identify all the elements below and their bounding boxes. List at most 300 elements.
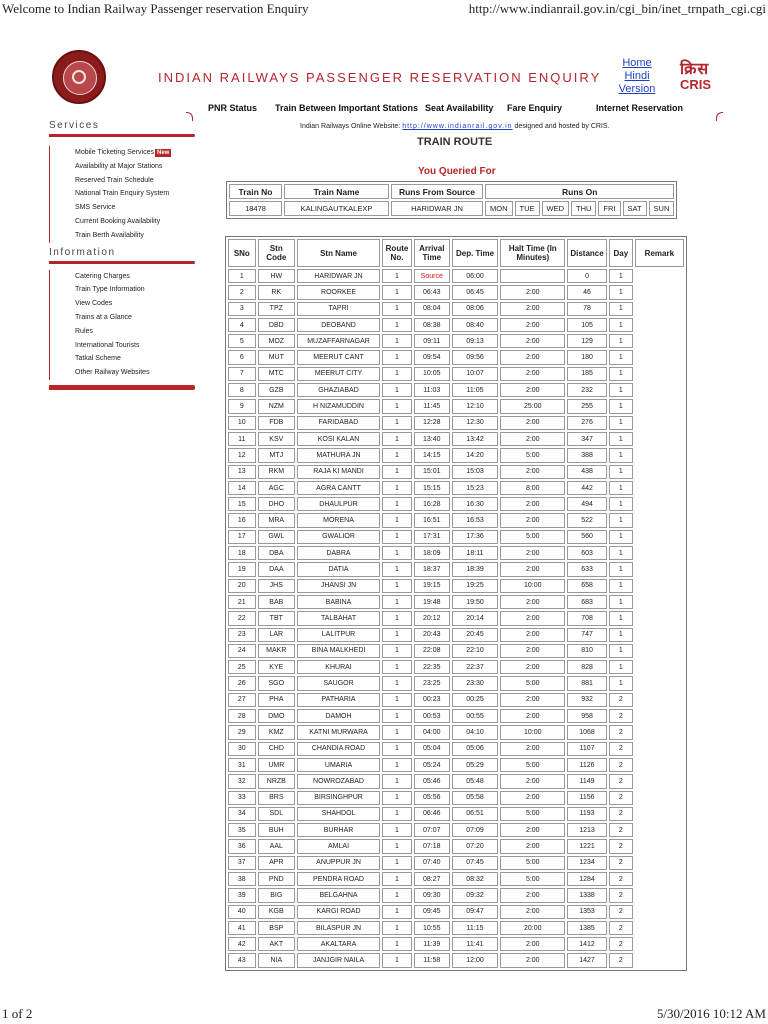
cell-day: 2 — [609, 953, 633, 967]
cell-stn-code: PND — [258, 872, 295, 886]
header-remark: Remark — [635, 239, 684, 267]
sidebar-item-sms-service[interactable]: SMS Service — [75, 204, 116, 212]
table-row — [228, 334, 684, 348]
cell-dep-time: 23:30 — [452, 676, 499, 690]
cell-remark — [635, 676, 684, 690]
cell-remark — [635, 513, 684, 527]
cell-distance: 1338 — [567, 888, 607, 902]
cell-stn-name: JANJGIR NAILA — [297, 953, 380, 967]
cell-halt-time: 2:00 — [500, 888, 565, 902]
sidebar-item-rules[interactable]: Rules — [75, 327, 93, 335]
cell-distance: 46 — [567, 285, 607, 299]
cell-halt-time: 2:00 — [500, 334, 565, 348]
table-row — [228, 318, 684, 332]
cell-dep-time: 08:32 — [452, 872, 499, 886]
table-row — [228, 465, 684, 479]
cell-halt-time: 2:00 — [500, 350, 565, 364]
cell-arrival-time: 11:58 — [414, 953, 450, 967]
cell-stn-name: DHAULPUR — [297, 497, 380, 511]
cell-day: 1 — [609, 367, 633, 381]
cell-dep-time: 13:42 — [452, 432, 499, 446]
cell-dep-time: 19:50 — [452, 595, 499, 609]
cell-stn-name: AMLAI — [297, 839, 380, 853]
cell-arrival-time: 09:54 — [414, 350, 450, 364]
cell-halt-time: 2:00 — [500, 905, 565, 919]
cell-stn-name: BELGAHNA — [297, 888, 380, 902]
cell-remark — [635, 367, 684, 381]
cell-stn-code: BSP — [258, 921, 295, 935]
table-row — [228, 937, 684, 951]
header-sno: SNo — [228, 239, 256, 267]
cell-route-no: 1 — [382, 628, 412, 642]
table-row — [228, 350, 684, 364]
cell-day: 1 — [609, 660, 633, 674]
cell-remark — [635, 758, 684, 772]
cell-arrival-time: 07:18 — [414, 839, 450, 853]
cell-arrival-time: 13:40 — [414, 432, 450, 446]
cell-distance: 494 — [567, 497, 607, 511]
route-table — [225, 236, 687, 971]
cell-arrival-time: 16:28 — [414, 497, 450, 511]
cell-dep-time: 08:40 — [452, 318, 499, 332]
cell-dep-time: 06:00 — [452, 269, 499, 283]
cell-route-no: 1 — [382, 546, 412, 560]
sidebar-item-train-berth[interactable]: Train Berth Availability — [75, 231, 144, 239]
cell-stn-name: H NIZAMUDDIN — [297, 399, 380, 413]
cell-remark — [635, 774, 684, 788]
cell-arrival-time: 19:48 — [414, 595, 450, 609]
table-row — [228, 872, 684, 886]
cell-stn-name: GWALIOR — [297, 530, 380, 544]
cell-sno: 20 — [228, 579, 256, 593]
cell-distance: 603 — [567, 546, 607, 560]
sidebar-item-mobile-ticketing[interactable] — [50, 146, 195, 160]
cell-route-no: 1 — [382, 921, 412, 935]
cell-sno: 4 — [228, 318, 256, 332]
logo-wheel-icon — [72, 70, 86, 84]
sidebar-item-availability-major-stations[interactable]: Availability at Major Stations — [75, 162, 163, 170]
cell-stn-code: DBA — [258, 546, 295, 560]
header-train-name: Train Name — [284, 184, 389, 199]
nav-seat-availability[interactable]: Seat Availability — [425, 103, 494, 113]
print-footer-page: 1 of 2 — [2, 1006, 33, 1021]
cell-distance: 1284 — [567, 872, 607, 886]
sidebar-item-view-codes[interactable]: View Codes — [75, 300, 113, 308]
cell-arrival-time: 09:45 — [414, 905, 450, 919]
cell-remark — [635, 269, 684, 283]
cell-halt-time: 5:00 — [500, 758, 565, 772]
version-link[interactable]: Version — [618, 83, 656, 95]
cell-halt-time: 2:00 — [500, 823, 565, 837]
cell-day: 1 — [609, 644, 633, 658]
cell-distance: 255 — [567, 399, 607, 413]
day-wed: WED — [542, 201, 570, 216]
cell-dep-time: 08:06 — [452, 302, 499, 316]
cell-sno: 17 — [228, 530, 256, 544]
cell-halt-time: 2:00 — [500, 791, 565, 805]
cell-route-no: 1 — [382, 953, 412, 967]
cell-stn-code: GZB — [258, 383, 295, 397]
cell-day: 2 — [609, 807, 633, 821]
cell-route-no: 1 — [382, 807, 412, 821]
header-arrival-time: Arrival Time — [414, 239, 450, 267]
cell-stn-code: RK — [258, 285, 295, 299]
cell-stn-name: ANUPPUR JN — [297, 856, 380, 870]
cell-stn-name: TALBAHAT — [297, 611, 380, 625]
cell-stn-name: SAUGOR — [297, 676, 380, 690]
cell-halt-time: 8:00 — [500, 481, 565, 495]
cell-day: 2 — [609, 725, 633, 739]
cell-remark — [635, 285, 684, 299]
table-row — [228, 628, 684, 642]
cell-distance: 78 — [567, 302, 607, 316]
table-row — [228, 791, 684, 805]
cell-route-no: 1 — [382, 416, 412, 430]
nav-internet-reservation[interactable]: Internet Reservation — [596, 103, 684, 113]
indian-railways-logo — [52, 50, 106, 104]
cell-day: 1 — [609, 481, 633, 495]
cell-stn-code: JHS — [258, 579, 295, 593]
cell-route-no: 1 — [382, 285, 412, 299]
cell-halt-time: 2:00 — [500, 595, 565, 609]
sidebar-item-label: Mobile Ticketing Services — [75, 149, 154, 156]
cell-dep-time: 15:23 — [452, 481, 499, 495]
cell-stn-code: MOZ — [258, 334, 295, 348]
cell-sno: 32 — [228, 774, 256, 788]
cell-stn-name: DEOBAND — [297, 318, 380, 332]
cell-day: 1 — [609, 269, 633, 283]
cell-stn-name: NOWROZABAD — [297, 774, 380, 788]
cell-day: 1 — [609, 383, 633, 397]
cell-arrival-time: 11:39 — [414, 937, 450, 951]
information-list — [49, 270, 195, 380]
sidebar-item-current-booking[interactable]: Current Booking Availability — [75, 217, 161, 225]
cell-distance: 683 — [567, 595, 607, 609]
cell-arrival-time: 07:07 — [414, 823, 450, 837]
cell-remark — [635, 611, 684, 625]
cell-sno: 36 — [228, 839, 256, 853]
route-body — [228, 269, 684, 968]
cell-sno: 7 — [228, 367, 256, 381]
cell-dep-time: 07:45 — [452, 856, 499, 870]
cris-logo-english: CRIS — [680, 77, 712, 92]
cell-sno: 2 — [228, 285, 256, 299]
cell-day: 1 — [609, 448, 633, 462]
cell-route-no: 1 — [382, 660, 412, 674]
sidebar-item-reserved-train-schedule[interactable]: Reserved Train Schedule — [75, 176, 154, 184]
information-divider — [49, 261, 195, 264]
cell-arrival-time: 08:38 — [414, 318, 450, 332]
cell-stn-name: TAPRI — [297, 302, 380, 316]
table-row — [228, 807, 684, 821]
cell-arrival-time: 12:28 — [414, 416, 450, 430]
cell-route-no: 1 — [382, 888, 412, 902]
cell-sno: 21 — [228, 595, 256, 609]
cell-arrival-time: 08:04 — [414, 302, 450, 316]
cell-halt-time: 5:00 — [500, 856, 565, 870]
sidebar-item-trains-at-a-glance[interactable]: Trains at a Glance — [75, 313, 132, 321]
table-row — [228, 579, 684, 593]
header-stn-code: Stn Code — [258, 239, 295, 267]
day-sun: SUN — [649, 201, 675, 216]
cell-distance: 129 — [567, 334, 607, 348]
cell-day: 1 — [609, 562, 633, 576]
cell-dep-time: 05:29 — [452, 758, 499, 772]
cell-stn-code: AAL — [258, 839, 295, 853]
cell-dep-time: 05:58 — [452, 791, 499, 805]
cell-stn-name: ROORKEE — [297, 285, 380, 299]
cell-arrival-time: 04:00 — [414, 725, 450, 739]
cell-halt-time: 2:00 — [500, 660, 565, 674]
cell-sno: 25 — [228, 660, 256, 674]
website-note — [300, 123, 609, 130]
cell-route-no: 1 — [382, 448, 412, 462]
cell-stn-name: RAJA KI MANDI — [297, 465, 380, 479]
cell-distance: 1213 — [567, 823, 607, 837]
cris-logo — [680, 62, 724, 91]
cell-distance: 0 — [567, 269, 607, 283]
services-divider — [49, 134, 195, 137]
cell-dep-time: 20:45 — [452, 628, 499, 642]
cell-route-no: 1 — [382, 823, 412, 837]
sidebar-item-other-railway-websites[interactable]: Other Railway Websites — [75, 369, 150, 377]
cell-dep-time: 07:09 — [452, 823, 499, 837]
cell-route-no: 1 — [382, 399, 412, 413]
site-title: INDIAN RAILWAYS PASSENGER RESERVATION ENQUIRY — [158, 70, 602, 85]
table-row — [228, 416, 684, 430]
cell-route-no: 1 — [382, 350, 412, 364]
cell-remark — [635, 579, 684, 593]
cell-route-no: 1 — [382, 595, 412, 609]
table-row — [228, 302, 684, 316]
cell-day: 2 — [609, 839, 633, 853]
cell-distance: 1221 — [567, 839, 607, 853]
day-sat: SAT — [623, 201, 647, 216]
cell-remark — [635, 709, 684, 723]
table-row — [228, 432, 684, 446]
table-row — [228, 758, 684, 772]
cell-stn-code: MUT — [258, 350, 295, 364]
cell-remark — [635, 856, 684, 870]
cell-arrival-time: 10:05 — [414, 367, 450, 381]
sidebar — [45, 120, 195, 390]
cell-arrival-time: 06:43 — [414, 285, 450, 299]
cell-arrival-time: 18:37 — [414, 562, 450, 576]
cell-remark — [635, 937, 684, 951]
table-row — [228, 546, 684, 560]
cell-stn-name: KHURAI — [297, 660, 380, 674]
cell-sno: 30 — [228, 742, 256, 756]
header-distance: Distance — [567, 239, 607, 267]
cell-distance: 442 — [567, 481, 607, 495]
cell-sno: 13 — [228, 465, 256, 479]
cell-sno: 15 — [228, 497, 256, 511]
cell-dep-time: 10:07 — [452, 367, 499, 381]
cell-sno: 37 — [228, 856, 256, 870]
nav-pnr-status[interactable]: PNR Status — [208, 103, 258, 113]
cell-dep-time: 16:53 — [452, 513, 499, 527]
table-row — [228, 513, 684, 527]
nav-train-between-stations[interactable]: Train Between Important Stations — [275, 103, 419, 113]
cell-stn-code: KGB — [258, 905, 295, 919]
sidebar-item-tatkal-scheme[interactable]: Tatkal Scheme — [75, 355, 121, 363]
cell-route-no: 1 — [382, 318, 412, 332]
cell-sno: 5 — [228, 334, 256, 348]
cell-dep-time: 11:05 — [452, 383, 499, 397]
cell-halt-time: 5:00 — [500, 676, 565, 690]
cell-stn-code: TPZ — [258, 302, 295, 316]
cell-distance: 1107 — [567, 742, 607, 756]
cell-remark — [635, 839, 684, 853]
table-row — [228, 693, 684, 707]
cell-halt-time: 5:00 — [500, 448, 565, 462]
cris-logo-hindi: क्रिस — [680, 61, 710, 78]
cell-stn-name: KARGI ROAD — [297, 905, 380, 919]
table-row — [228, 823, 684, 837]
table-row — [228, 285, 684, 299]
cell-stn-code: MAKR — [258, 644, 295, 658]
cell-halt-time: 5:00 — [500, 872, 565, 886]
sidebar-item-train-type-info[interactable]: Train Type Information — [75, 286, 145, 294]
cell-route-no: 1 — [382, 269, 412, 283]
cell-stn-name: CHANDIA ROAD — [297, 742, 380, 756]
hindi-link[interactable]: Hindi — [624, 70, 650, 82]
cell-halt-time — [500, 269, 565, 283]
cell-day: 1 — [609, 416, 633, 430]
cell-remark — [635, 530, 684, 544]
cell-stn-name: AGRA CANTT — [297, 481, 380, 495]
cell-day: 1 — [609, 285, 633, 299]
cell-halt-time: 2:00 — [500, 513, 565, 527]
website-link[interactable]: http://www.indianrail.gov.in — [402, 123, 513, 130]
cell-day: 1 — [609, 497, 633, 511]
cell-stn-code: BUH — [258, 823, 295, 837]
table-row — [228, 448, 684, 462]
cell-route-no: 1 — [382, 579, 412, 593]
sidebar-item-international-tourists[interactable]: International Tourists — [75, 341, 140, 349]
cell-stn-code: RKM — [258, 465, 295, 479]
cell-remark — [635, 562, 684, 576]
cell-sno: 11 — [228, 432, 256, 446]
corner-swoosh-right — [716, 112, 723, 121]
cell-day: 2 — [609, 856, 633, 870]
cell-distance: 180 — [567, 350, 607, 364]
cell-arrival-time: 15:01 — [414, 465, 450, 479]
cell-dep-time: 07:20 — [452, 839, 499, 853]
cell-sno: 9 — [228, 399, 256, 413]
cell-sno: 28 — [228, 709, 256, 723]
cell-route-no: 1 — [382, 839, 412, 853]
cell-distance: 1149 — [567, 774, 607, 788]
cell-stn-code: BIG — [258, 888, 295, 902]
cell-halt-time: 2:00 — [500, 546, 565, 560]
sidebar-item-national-train-enquiry[interactable]: National Train Enquiry System — [75, 190, 170, 198]
cell-route-no: 1 — [382, 611, 412, 625]
table-row — [228, 530, 684, 544]
sidebar-item-catering-charges[interactable]: Catering Charges — [75, 272, 130, 280]
cell-arrival-time: 22:35 — [414, 660, 450, 674]
cell-halt-time: 2:00 — [500, 839, 565, 853]
cell-arrival-time: 00:23 — [414, 693, 450, 707]
cell-sno: 43 — [228, 953, 256, 967]
cell-day: 1 — [609, 546, 633, 560]
cell-stn-name: GHAZIABAD — [297, 383, 380, 397]
cell-sno: 34 — [228, 807, 256, 821]
cell-sno: 14 — [228, 481, 256, 495]
cell-dep-time: 22:37 — [452, 660, 499, 674]
cell-remark — [635, 628, 684, 642]
cell-day: 1 — [609, 513, 633, 527]
cell-remark — [635, 807, 684, 821]
cell-remark — [635, 953, 684, 967]
cell-sno: 1 — [228, 269, 256, 283]
cell-stn-code: HW — [258, 269, 295, 283]
cell-stn-name: LALITPUR — [297, 628, 380, 642]
cell-dep-time: 11:15 — [452, 921, 499, 935]
cell-day: 1 — [609, 628, 633, 642]
train-info-table — [226, 181, 677, 219]
cell-arrival-time: 09:30 — [414, 888, 450, 902]
cell-distance: 1126 — [567, 758, 607, 772]
cell-stn-code: KMZ — [258, 725, 295, 739]
cell-sno: 33 — [228, 791, 256, 805]
cell-remark — [635, 432, 684, 446]
day-thu: THU — [571, 201, 596, 216]
cell-stn-name: MATHURA JN — [297, 448, 380, 462]
cell-day: 2 — [609, 742, 633, 756]
cell-day: 2 — [609, 693, 633, 707]
cell-remark — [635, 318, 684, 332]
cell-day: 1 — [609, 530, 633, 544]
cell-stn-code: BRS — [258, 791, 295, 805]
cell-dep-time: 06:51 — [452, 807, 499, 821]
cell-stn-name: MEERUT CANT — [297, 350, 380, 364]
cell-stn-name: DABRA — [297, 546, 380, 560]
cell-stn-name: SHAHDOL — [297, 807, 380, 821]
cell-sno: 40 — [228, 905, 256, 919]
cell-arrival-time: 11:03 — [414, 383, 450, 397]
day-mon: MON — [485, 201, 513, 216]
nav-fare-enquiry[interactable]: Fare Enquiry — [507, 103, 563, 113]
home-link[interactable]: Home — [622, 57, 652, 69]
cell-dep-time: 09:13 — [452, 334, 499, 348]
cell-distance: 560 — [567, 530, 607, 544]
table-row — [228, 856, 684, 870]
cell-sno: 19 — [228, 562, 256, 576]
table-row — [228, 725, 684, 739]
table-row — [228, 905, 684, 919]
cell-remark — [635, 383, 684, 397]
table-row — [228, 383, 684, 397]
cell-halt-time: 2:00 — [500, 383, 565, 397]
cell-halt-time: 2:00 — [500, 774, 565, 788]
cell-day: 1 — [609, 579, 633, 593]
cell-stn-code: UMR — [258, 758, 295, 772]
cell-sno: 31 — [228, 758, 256, 772]
table-row — [228, 269, 684, 283]
cell-day: 1 — [609, 465, 633, 479]
cell-day: 1 — [609, 334, 633, 348]
cell-dep-time: 18:39 — [452, 562, 499, 576]
cell-arrival-time: 10:55 — [414, 921, 450, 935]
cell-remark — [635, 350, 684, 364]
cell-arrival-time: 05:56 — [414, 791, 450, 805]
cell-stn-code: LAR — [258, 628, 295, 642]
cell-distance: 828 — [567, 660, 607, 674]
cell-stn-name: HARIDWAR JN — [297, 269, 380, 283]
cell-stn-name: BABINA — [297, 595, 380, 609]
cell-dep-time: 19:25 — [452, 579, 499, 593]
